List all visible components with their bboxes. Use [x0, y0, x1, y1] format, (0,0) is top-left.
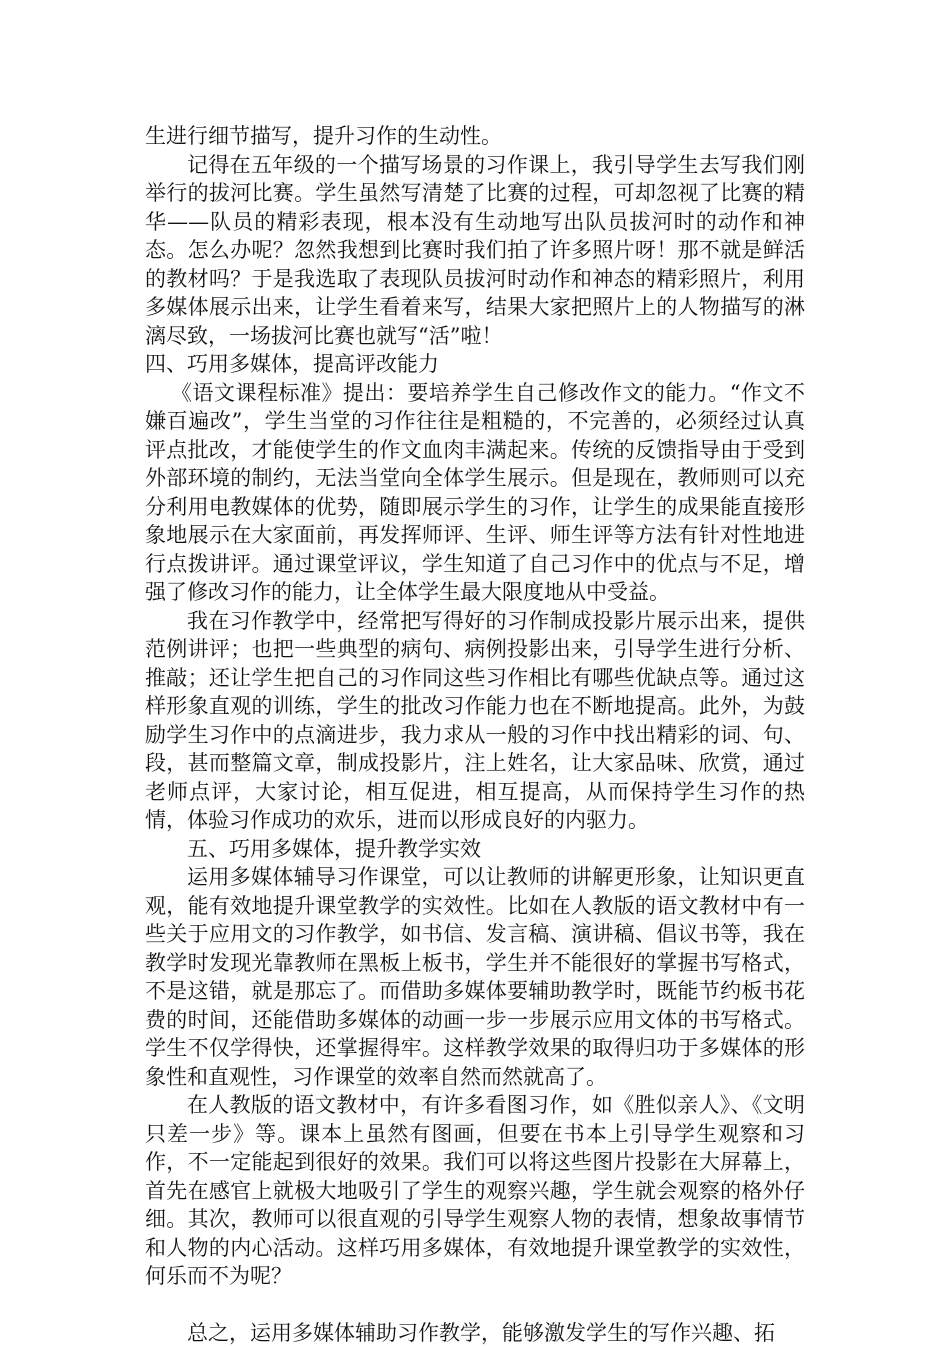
paragraph-gap — [145, 1291, 805, 1319]
paragraph-tug-of-war: 记得在五年级的一个描写场景的习作课上，我引导学生去写我们刚举行的拔河比赛。学生虽然写清楚了比赛的过程，可却忽视了比赛的精华——队员的精彩表现，根本没有生动地写出队员拔河时的动作和神态。怎么办呢？忽然我想到比赛时我们拍了许多照片呀！那不就是鲜活的教材吗？于是我选取了表现队员拔河时动作和神态的精彩照片，利用多媒体展示出来，让学生看着来写，结果大家把照片上的人物描写的淋漓尽致，一场拔河比赛也就写“活”啦！ — [145, 151, 805, 351]
paragraph-curriculum-standard: 《语文课程标准》提出：要培养学生自己修改作文的能力。“作文不嫌百遍改”，学生当堂的习作往往是粗糙的，不完善的，必须经过认真评点批改，才能使学生的作文血肉丰满起来。传统的反馈指导由于受到外部环境的制约，无法当堂向全体学生展示。但是现在，教师则可以充分利用电教媒体的优势，随即展示学生的习作，让学生的成果能直接形象地展示在大家面前，再发挥师评、生评、师生评等方法有针对性地进行点拨讲评。通过课堂评议，学生知道了自己习作中的优点与不足，增强了修改习作的能力，让全体学生最大限度地从中受益。 — [145, 379, 805, 607]
paragraph-applied-writing: 运用多媒体辅导习作课堂，可以让教师的讲解更形象，让知识更直观，能有效地提升课堂教学的实效性。比如在人教版的语文教材中有一些关于应用文的习作教学，如书信、发言稿、演讲稿、倡议书等，我在教学时发现光靠教师在黑板上板书，学生并不能很好的掌握书写格式，不是这错，就是那忘了。而借助多媒体要辅助教学时，既能节约板书花费的时间，还能借助多媒体的动画一步一步展示应用文体的书写格式。学生不仅学得快，还掌握得牢。这样教学效果的取得归功于多媒体的形象性和直观性，习作课堂的效率自然而然就高了。 — [145, 863, 805, 1091]
paragraph-picture-writing: 在人教版的语文教材中，有许多看图习作，如《胜似亲人》、《文明只差一步》等。课本上虽然有图画，但要在书本上引导学生观察和习作，不一定能起到很好的效果。我们可以将这些图片投影在大屏幕上，首先在感官上就极大地吸引了学生的观察兴趣，学生就会观察的格外仔细。其次，教师可以很直观的引导学生观察人物的表情，想象故事情节和人物的内心活动。这样巧用多媒体，有效地提升课堂教学的实效性，何乐而不为呢？ — [145, 1091, 805, 1291]
section-heading-5: 五、巧用多媒体，提升教学实效 — [145, 835, 805, 864]
document-body — [145, 122, 805, 1347]
section-heading-4: 四、巧用多媒体，提高评改能力 — [145, 350, 805, 379]
paragraph-conclusion: 总之，运用多媒体辅助习作教学，能够激发学生的写作兴趣、拓 — [145, 1319, 805, 1347]
paragraph-continuation: 生进行细节描写，提升习作的生动性。 — [145, 122, 805, 151]
paragraph-projection-review: 我在习作教学中，经常把写得好的习作制成投影片展示出来，提供范例讲评；也把一些典型的病句、病例投影出来，引导学生进行分析、推敲；还让学生把自己的习作同这些习作相比有哪些优缺点等。通过这样形象直观的训练，学生的批改习作能力也在不断地提高。此外，为鼓励学生习作中的点滴进步，我力求从一般的习作中找出精彩的词、句、段，甚而整篇文章，制成投影片，注上姓名，让大家品味、欣赏，通过老师点评，大家讨论，相互促进，相互提高，从而保持学生习作的热情，体验习作成功的欢乐，进而以形成良好的内驱力。 — [145, 607, 805, 835]
